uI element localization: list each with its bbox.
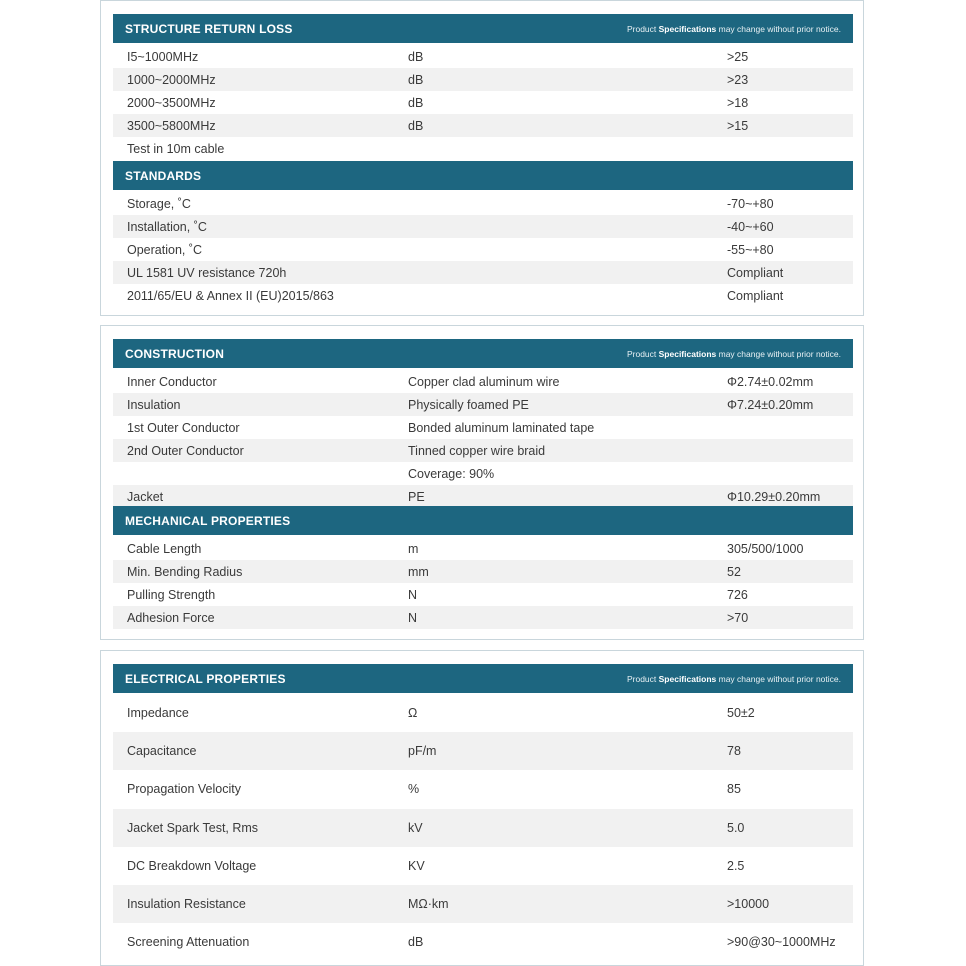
row-label: Test in 10m cable [127, 141, 225, 156]
row-value: 2.5 [727, 858, 745, 873]
row-value: -40~+60 [727, 219, 774, 234]
table-row [113, 284, 853, 307]
row-label: 3500~5800MHz [127, 118, 216, 133]
row-unit: % [408, 782, 420, 797]
row-unit: Ω [408, 706, 418, 721]
row-label: Storage, ˚C [127, 196, 191, 211]
row-label: 2011/65/EU & Annex II (EU)2015/863 [127, 288, 334, 303]
row-label: Cable Length [127, 541, 202, 556]
table-row [113, 847, 853, 885]
table-row [113, 393, 853, 416]
row-unit: kV [408, 820, 423, 835]
row-unit: mm [408, 564, 429, 579]
row-unit: Physically foamed PE [408, 397, 529, 412]
section-header-construction [113, 339, 853, 368]
row-label: 1st Outer Conductor [127, 420, 240, 435]
section-title: STANDARDS [125, 168, 202, 183]
row-label: 1000~2000MHz [127, 72, 216, 87]
row-label: UL 1581 UV resistance 720h [127, 265, 287, 280]
row-value: Compliant [727, 265, 784, 280]
section-title: CONSTRUCTION [125, 346, 225, 361]
section-header-standards [113, 161, 853, 190]
row-label: Screening Attenuation [127, 935, 250, 950]
row-unit: N [408, 610, 418, 625]
spec-notice: Product Specifications may change without prior notice. [626, 673, 841, 684]
row-label: Min. Bending Radius [127, 564, 243, 579]
row-value: >18 [727, 95, 749, 110]
section-title: ELECTRICAL PROPERTIES [125, 671, 286, 686]
row-value: 305/500/1000 [727, 541, 804, 556]
row-unit: dB [408, 49, 424, 64]
row-unit: MΩ·km [408, 897, 449, 912]
panel-construction-mechanical [100, 325, 864, 640]
row-unit: Copper clad aluminum wire [408, 374, 560, 389]
table-row [113, 114, 853, 137]
row-value: 50±2 [727, 706, 755, 721]
section-title: STRUCTURE RETURN LOSS [125, 21, 293, 36]
row-label: Insulation [127, 397, 181, 412]
table-row [113, 439, 853, 462]
table-row [113, 583, 853, 606]
table-row [113, 485, 853, 508]
row-value: -70~+80 [727, 196, 774, 211]
table-row [113, 215, 853, 238]
row-value: >25 [727, 49, 749, 64]
row-label: Adhesion Force [127, 610, 215, 625]
table-row [113, 91, 853, 114]
table-row [113, 192, 853, 215]
table-row [113, 462, 853, 485]
row-unit: Tinned copper wire braid [408, 443, 546, 458]
row-value: >15 [727, 118, 749, 133]
row-value: 78 [727, 744, 741, 759]
row-value: 726 [727, 587, 748, 602]
row-label: Operation, ˚C [127, 242, 203, 257]
table-row [113, 45, 853, 68]
row-value: >70 [727, 610, 749, 625]
row-unit: KV [408, 858, 425, 873]
table-row [113, 261, 853, 284]
row-label: Jacket Spark Test, Rms [127, 820, 259, 835]
section-header-electrical [113, 664, 853, 693]
row-unit: N [408, 587, 418, 602]
table-row [113, 238, 853, 261]
table-row [113, 416, 853, 439]
row-label: Impedance [127, 706, 189, 721]
row-value: Φ7.24±0.20mm [727, 397, 814, 412]
spec-notice: Product Specifications may change without prior notice. [626, 23, 841, 34]
row-label: Pulling Strength [127, 587, 216, 602]
row-label: Insulation Resistance [127, 897, 246, 912]
row-label: Jacket [127, 489, 164, 504]
row-label: Propagation Velocity [127, 782, 241, 797]
row-unit: m [408, 541, 419, 556]
row-unit: dB [408, 95, 424, 110]
row-unit: pF/m [408, 744, 437, 759]
panel-electrical [100, 650, 864, 966]
row-value: >23 [727, 72, 749, 87]
row-label: Inner Conductor [127, 374, 217, 389]
row-label: DC Breakdown Voltage [127, 858, 257, 873]
row-label: Capacitance [127, 744, 197, 759]
row-value: Φ2.74±0.02mm [727, 374, 814, 389]
row-value: -55~+80 [727, 242, 774, 257]
section-header-return-loss [113, 14, 853, 43]
row-label: 2nd Outer Conductor [127, 443, 244, 458]
table-row [113, 68, 853, 91]
row-value: >90@30~1000MHz [727, 935, 836, 950]
row-unit: dB [408, 118, 424, 133]
table-row [113, 560, 853, 583]
table-row [113, 885, 853, 923]
table-row [113, 809, 853, 847]
table-row [113, 137, 853, 160]
row-value: 52 [727, 564, 741, 579]
table-row [113, 770, 853, 808]
table-row [113, 732, 853, 770]
panel-return-loss-standards [100, 0, 864, 316]
row-unit: PE [408, 489, 425, 504]
section-title: MECHANICAL PROPERTIES [125, 513, 291, 528]
table-row [113, 923, 853, 961]
row-value: >10000 [727, 897, 770, 912]
section-header-mechanical [113, 506, 853, 535]
row-value: Compliant [727, 288, 784, 303]
row-label: 2000~3500MHz [127, 95, 216, 110]
row-value: 5.0 [727, 820, 745, 835]
table-row [113, 606, 853, 629]
table-row [113, 537, 853, 560]
table-row [113, 694, 853, 732]
row-value: 85 [727, 782, 741, 797]
row-unit: Bonded aluminum laminated tape [408, 420, 595, 435]
row-label: I5~1000MHz [127, 49, 199, 64]
row-unit: Coverage: 90% [408, 466, 495, 481]
row-unit: dB [408, 72, 424, 87]
table-row [113, 370, 853, 393]
row-unit: dB [408, 935, 424, 950]
row-label: Installation, ˚C [127, 219, 207, 234]
row-value: Φ10.29±0.20mm [727, 489, 821, 504]
spec-notice: Product Specifications may change without prior notice. [626, 348, 841, 359]
